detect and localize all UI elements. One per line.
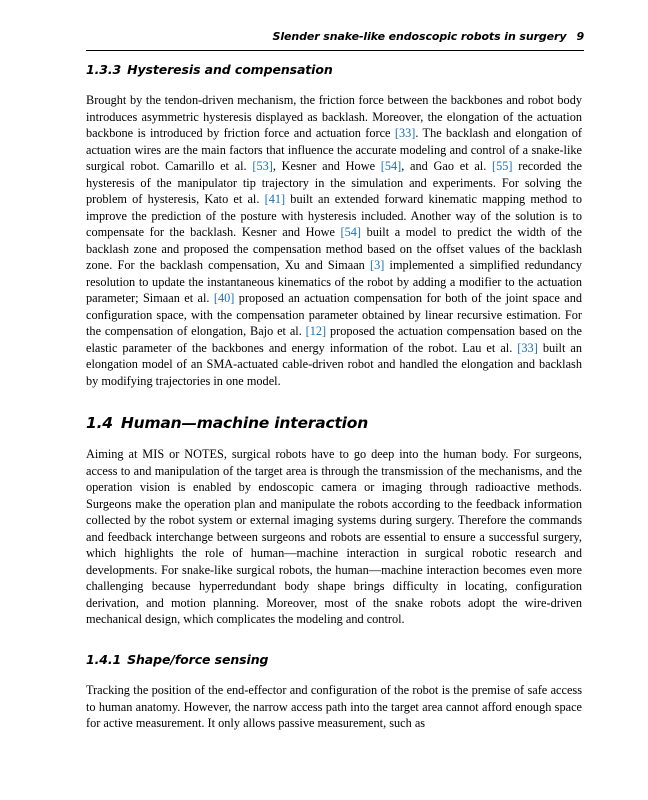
text-run: built a model to predict the width of the backlash zone and proposed the compensation method based on the offset values of the backlash zone. For the backlash compensation, Xu and Simaan [86,225,582,272]
citation-link[interactable]: [53] [252,159,273,173]
citation-link[interactable]: [54] [380,159,402,173]
citation-link[interactable]: [40] [213,291,235,305]
text-run: proposed an actuation compensation for both of the joint space and configuration space, with the compensation parameter obtained by linear recursive estimation. For the compensation of elongation, Bajo et al. [86,291,582,338]
text-run: proposed the actuation compensation based on the elastic parameter of the backbones and energy information of the robot. Lau et al. [86,324,582,355]
section-title: Shape/force sensing [127,652,269,667]
citation-link[interactable]: [33] [517,340,538,355]
running-header [86,30,584,50]
text-run: Aiming at MIS or NOTES, surgical robots have to go deep into the human body. For surgeons, access to and manipulation of the target area is through the transmission of the mechanisms, and the operation vision is enabled by endoscopic camera or imaging through radioactive methods. Surgeons make the operation plan and manipulate the robots according to the feedback information collected by the robot system or external imaging systems during surgery. Therefore the commands and feedback interchange between surgeons and robots are essential to ensure a successful surgery, which highlights the role of human—machine interaction in surgical robotic research and developments. For snake-like surgical robots, the human—machine interaction becomes even more challenging because hyperredundant body shape brings difficulty in locating, configuration derivation, and motion planning. Moreover, most of the snake robots adopt the wire-driven mechanical design, which complicates the modeling and control. [86,447,582,626]
section-title: Human—machine interaction [120,414,369,432]
section-number: 1.3.3 [86,62,122,77]
text-run: built an elongation model of an SMA-actuated cable-driven robot and handled the elongation and backlash by modifying trajectories in one model. [86,340,582,388]
section-number: 1.4.1 [86,652,122,667]
page-number: 9 [576,30,584,43]
running-title: Slender snake-like endoscopic robots in surgery [272,30,567,43]
text-run: , Kesner and Howe [272,159,381,173]
citation-link[interactable]: [12] [305,324,327,338]
citation-link[interactable]: [55] [492,159,513,173]
section-heading-1-3-3 [86,62,333,77]
citation-link[interactable]: [41] [264,192,286,206]
citation-link[interactable]: [3] [370,258,385,272]
paragraph-human-machine [86,446,582,628]
text-run: implemented a simplified redundancy resolution to update the instantaneous kinematics of the robot by adding a modifier to the actuation parameter; Simaan et al. [86,258,582,305]
header-rule [86,50,584,51]
section-title: Hysteresis and compensation [127,62,333,77]
section-heading-1-4-1 [86,652,268,667]
section-number: 1.4 [86,414,113,432]
text-run: built an extended forward kinematic mapping method to improve the prediction of the posture with hysteresis included. Another way of the solution is to compensate for the backlash. Kesner and Howe [86,192,582,239]
text-run: , and Gao et al. [401,159,493,173]
citation-link[interactable]: [33] [394,126,416,140]
text-run: . The backlash and elongation of actuation wires are the main factors that influence the accurate modeling and control of a snake-like surgical robot. Camarillo et al. [86,126,582,173]
paragraph-hysteresis [86,92,582,389]
section-heading-1-4 [86,414,368,432]
paragraph-shape-force [86,682,582,732]
text-run: recorded the hysteresis of the manipulator tip trajectory in the simulation and experiments. For solving the problem of hysteresis, Kato et al. [86,159,582,206]
citation-link[interactable]: [54] [340,225,362,239]
text-run: Brought by the tendon-driven mechanism, the friction force between the backbones and robot body introduces asymmetric hysteresis displayed as backlash. Moreover, the elongation of the actuation backbone is introduced by friction force and actuation force [86,93,582,140]
text-run: Tracking the position of the end-effector and configuration of the robot is the premise of safe access to human anatomy. However, the narrow access path into the target area cannot afford enough space for active measurement. It only allows passive measurement, such as [86,683,582,730]
